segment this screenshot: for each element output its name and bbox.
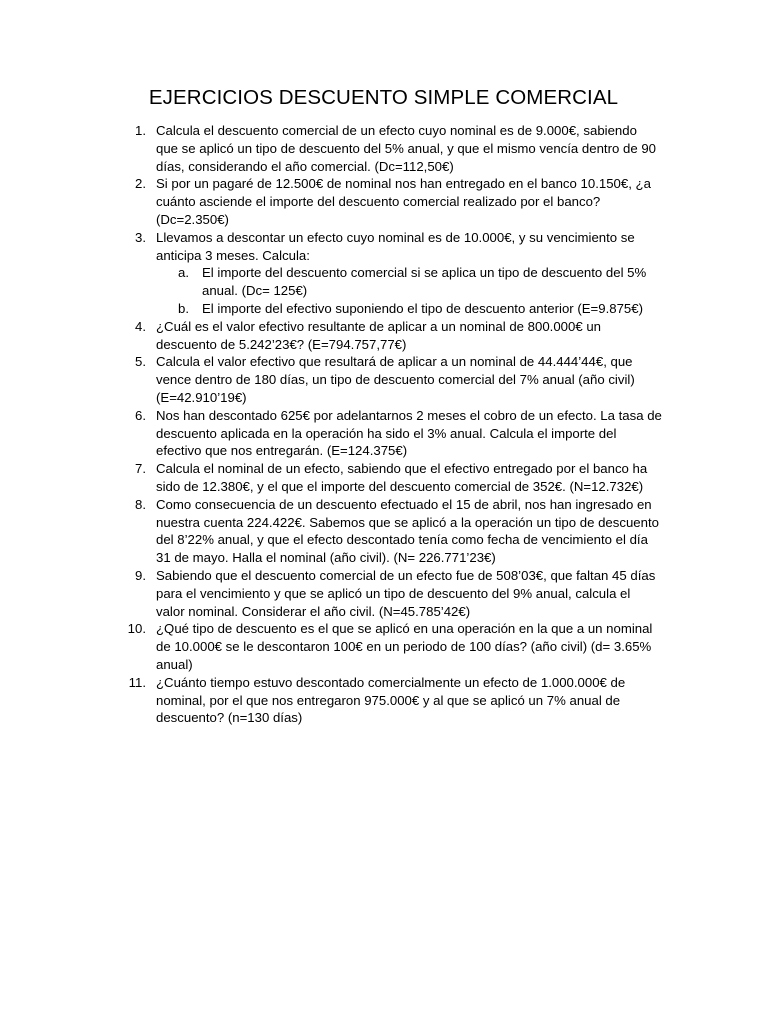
sub-item-text: El importe del descuento comercial si se aplica un tipo de descuento del 5% anual. (Dc= 125€) xyxy=(202,265,647,299)
exercise-text: Calcula el valor efectivo que resultará de aplicar a un nominal de 44.444’44€, que vence dentro de 180 días, un tipo de descuento comercial del 7% anual (año civil) (E=42.910’19€) xyxy=(156,354,635,405)
exercise-number: 4. xyxy=(135,318,146,334)
sub-item xyxy=(156,264,662,300)
exercise-number: 5. xyxy=(135,354,146,370)
sub-item xyxy=(156,300,662,318)
exercise-item xyxy=(0,229,768,318)
exercise-text: Calcula el descuento comercial de un efecto cuyo nominal es de 9.000€, sabiendo que se aplicó un tipo de descuento del 5% anual, y que el mismo vencía dentro de 90 días, considerando el año comercial. (Dc=112,50€) xyxy=(156,123,656,174)
exercise-number: 2. xyxy=(135,176,146,192)
exercise-item xyxy=(0,674,768,727)
page-title xyxy=(0,86,768,110)
exercise-number: 11. xyxy=(128,674,146,690)
exercise-text: Llevamos a descontar un efecto cuyo nominal es de 10.000€, y su vencimiento se anticipa 3 meses. Calcula: xyxy=(156,229,635,263)
exercise-item xyxy=(0,567,768,620)
exercise-item xyxy=(0,175,768,228)
exercise-item xyxy=(0,318,768,354)
exercise-item xyxy=(0,353,768,406)
exercise-item xyxy=(0,496,768,567)
exercise-number: 7. xyxy=(135,461,146,477)
exercise-item xyxy=(0,620,768,673)
exercise-text: Nos han descontado 625€ por adelantarnos 2 meses el cobro de un efecto. La tasa de descuento aplicada en la operación ha sido el 3% anual. Calcula el importe del efectivo que nos entregarán. (E=124.375€) xyxy=(156,407,662,459)
exercise-text: ¿Qué tipo de descuento es el que se aplicó en una operación en la que a un nominal de 10.000€ se le descontaron 100€ en un periodo de 100 días? (año civil) (d= 3.65% anual) xyxy=(156,621,653,672)
exercise-text: Como consecuencia de un descuento efectuado el 15 de abril, nos han ingresado en nuestra cuenta 224.422€. Sabemos que se aplicó a la operación un tipo de descuento del 8’22% anual, y que el efecto descontado tenía como fecha de vencimiento el día 31 de mayo. Halla el nominal (año civil). (N= 226.771’23€) xyxy=(156,496,659,566)
exercise-text: ¿Cuánto tiempo estuvo descontado comercialmente un efecto de 1.000.000€ de nominal, por el que nos entregaron 975.000€ y al que se aplicó un 7% anual de descuento? (n=130 días) xyxy=(156,674,626,726)
exercise-item xyxy=(0,407,768,460)
exercise-text: Sabiendo que el descuento comercial de un efecto fue de 508’03€, que faltan 45 días para el vencimiento y que se aplicó un tipo de descuento del 9% anual, calcula el valor nominal. Considerar el año civil. (N=45.785’42€) xyxy=(156,567,656,619)
exercise-number: 6. xyxy=(135,407,146,423)
exercise-item xyxy=(0,122,768,175)
exercise-number: 8. xyxy=(135,496,146,512)
sub-item-list xyxy=(156,264,662,317)
exercise-text: Si por un pagaré de 12.500€ de nominal nos han entregado en el banco 10.150€, ¿a cuánto asciende el importe del descuento comercial realizado por el banco? (Dc=2.350€) xyxy=(156,176,651,227)
exercise-item xyxy=(0,460,768,496)
exercise-text: Calcula el nominal de un efecto, sabiendo que el efectivo entregado por el banco ha sido de 12.380€, y el que el importe del descuento comercial de 352€. (N=12.732€) xyxy=(156,461,648,494)
exercise-text: ¿Cuál es el valor efectivo resultante de aplicar a un nominal de 800.000€ un descuento de 5.242’23€? (E=794.757,77€) xyxy=(156,318,601,352)
sub-item-letter: b. xyxy=(178,300,189,316)
exercise-number: 3. xyxy=(135,229,146,245)
exercise-number: 10. xyxy=(127,621,146,637)
exercise-number: 9. xyxy=(135,567,146,583)
page-title-text: EJERCICIOS DESCUENTO SIMPLE COMERCIAL xyxy=(148,86,619,109)
exercise-list xyxy=(0,122,768,727)
exercise-number: 1. xyxy=(135,123,146,138)
sub-item-letter: a. xyxy=(178,265,189,281)
sub-item-text: El importe del efectivo suponiendo el tipo de descuento anterior (E=9.875€) xyxy=(202,300,643,316)
